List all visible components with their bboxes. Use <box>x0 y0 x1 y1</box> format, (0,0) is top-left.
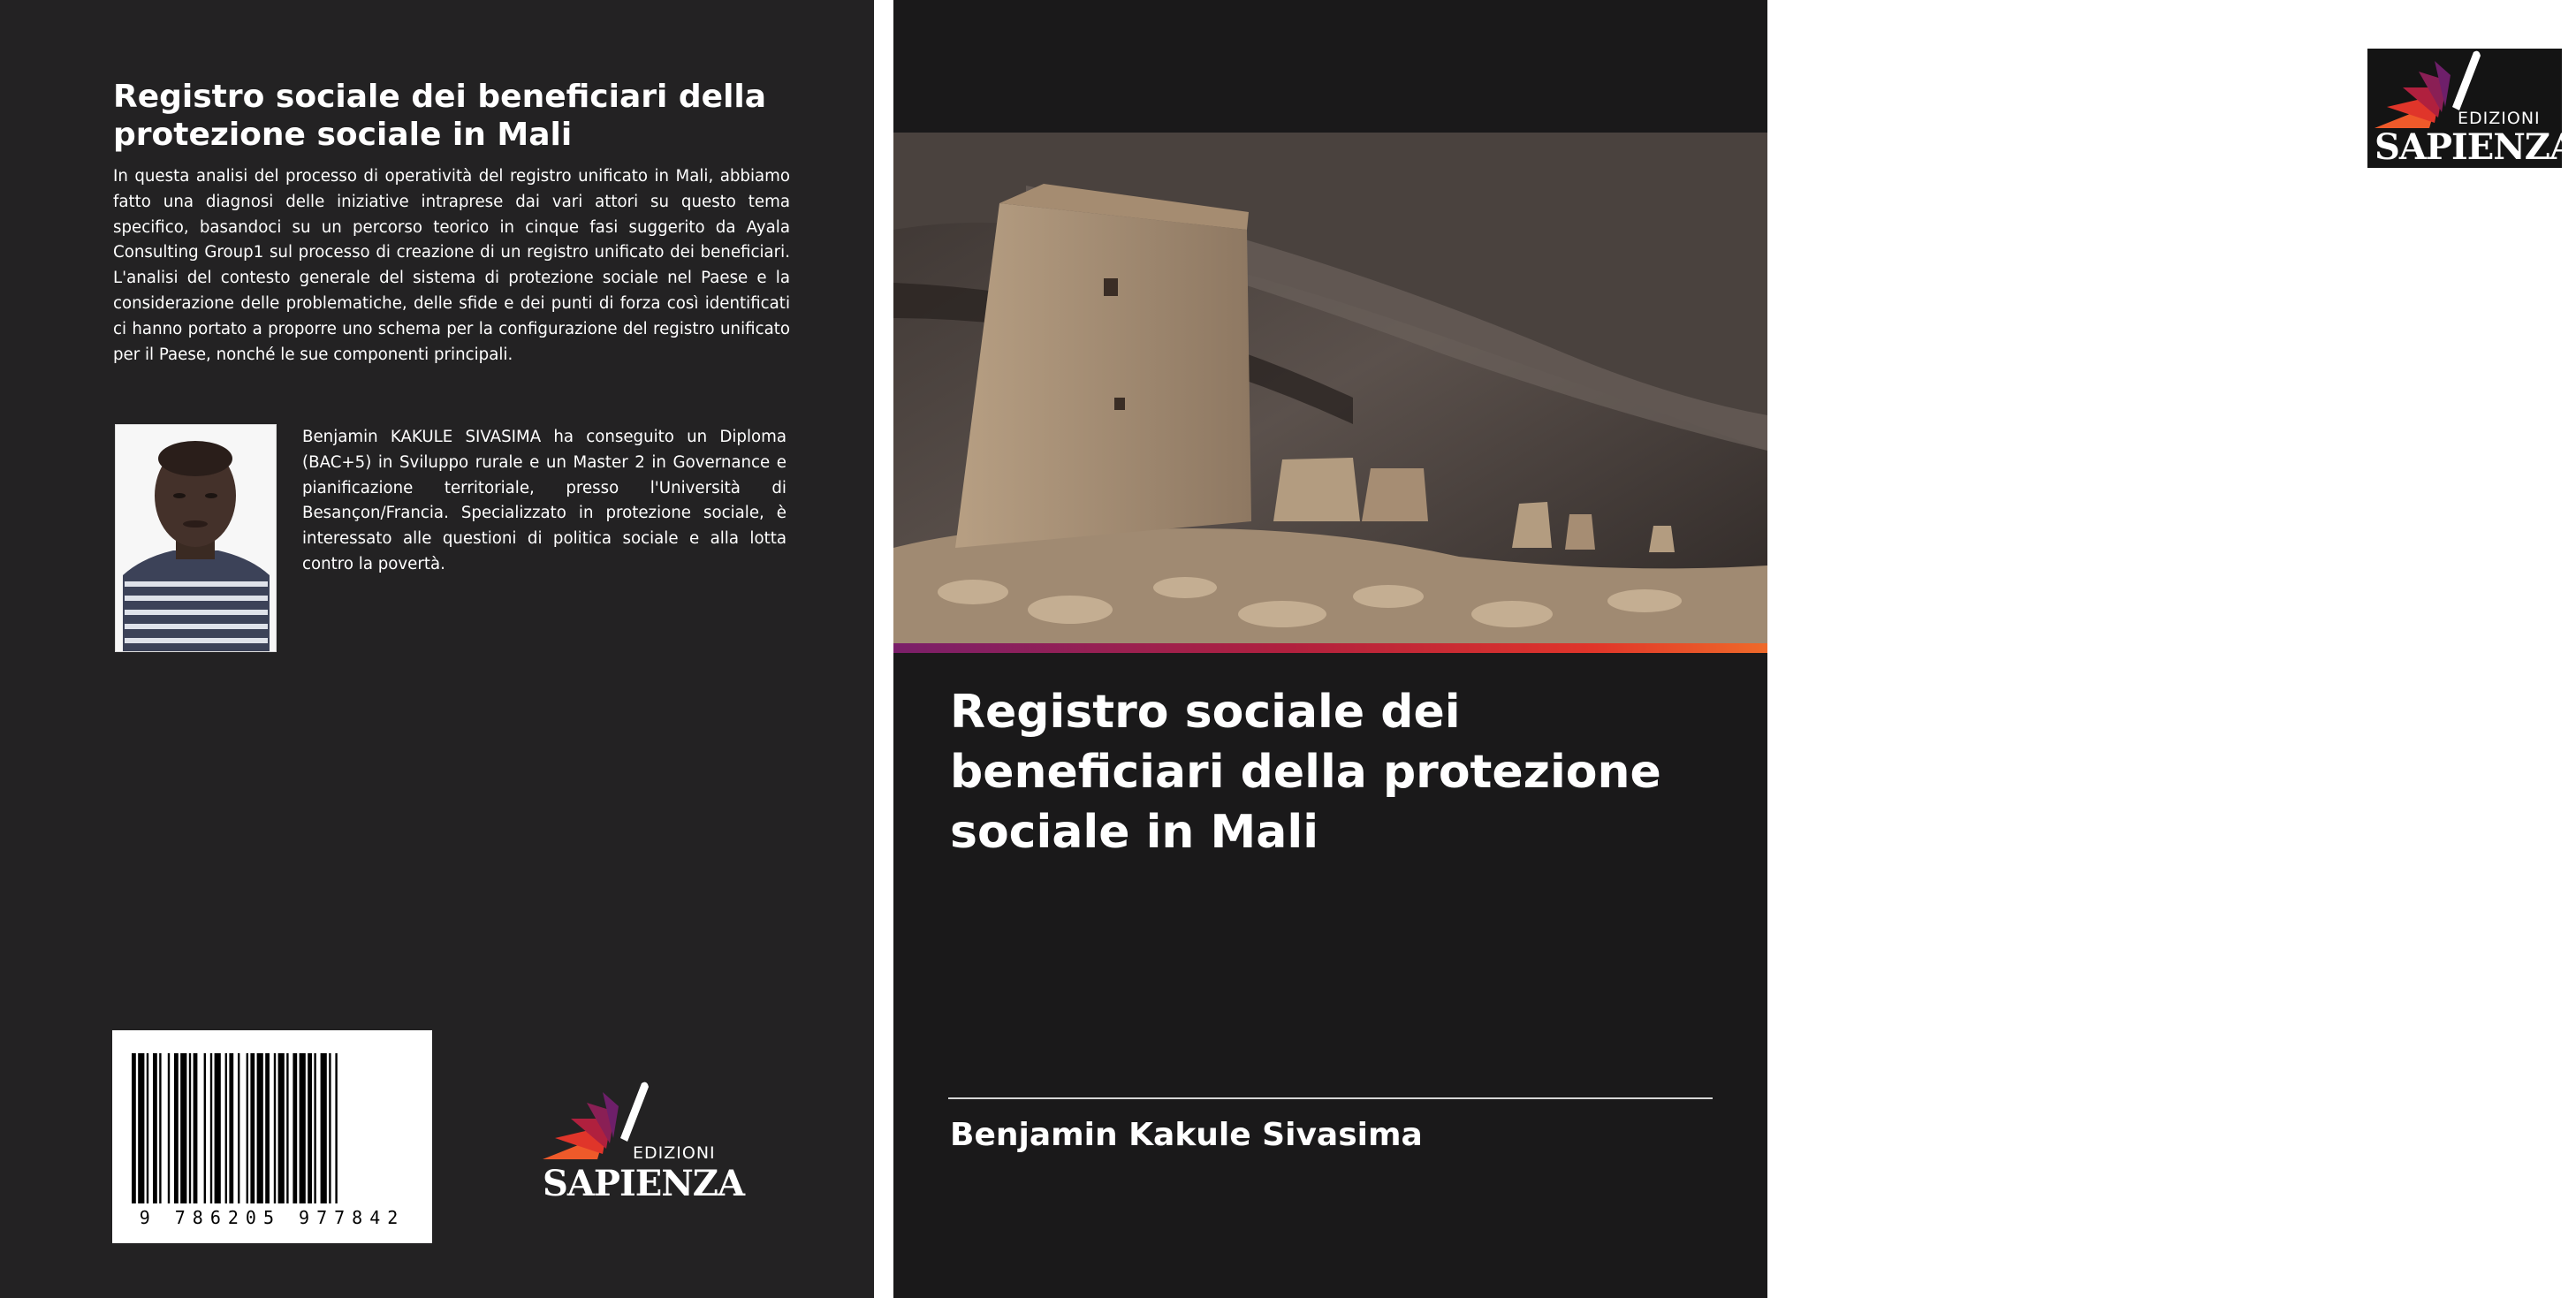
front-cover <box>893 0 2576 1298</box>
spine <box>874 0 893 1298</box>
author-photo <box>115 424 277 652</box>
publisher-name: SAPIENZA <box>543 1163 744 1204</box>
back-cover <box>0 0 874 1298</box>
publisher-logo-back <box>534 1080 744 1204</box>
cover-photo <box>893 133 1767 643</box>
back-cover-summary: In questa analisi del processo di operatività del registro unificato in Mali, abbiamo fatto una diagnosi delle iniziative intraprese dai vari attori su questo tema specifico, basandoci su un percorso teorico in cinque fasi suggerito da Ayala Consulting Group1 sul processo di creazione di un registro unificato dei beneficiari. L'analisi del contesto generale del sistema di protezione sociale nel Paese e la considerazione delle problematiche, delle sfide e dei punti di forza così identificati ci hanno portato a proporre uno schema per la configurazione del registro unificato per il Paese, nonché le sue componenti principali. <box>113 167 790 364</box>
publisher-logo-front <box>2367 49 2576 168</box>
front-cover-title: Registro sociale dei beneficiari della protezione sociale in Mali <box>950 686 1661 859</box>
back-cover-title: Registro sociale dei beneficiari della protezione sociale in Mali <box>113 79 767 153</box>
title-divider <box>948 1097 1713 1099</box>
publisher-edizioni: EDIZIONI <box>2458 109 2541 128</box>
publisher-edizioni: EDIZIONI <box>633 1143 716 1163</box>
accent-band <box>893 643 1767 653</box>
publisher-name: SAPIENZA <box>2375 126 2576 168</box>
isbn-digits: 9 786205 977842 <box>139 1207 406 1228</box>
author-bio: Benjamin KAKULE SIVASIMA ha conseguito un Diploma (BAC+5) in Sviluppo rurale e un Master 2 in Governance e pianificazione territoriale, presso l'Università di Besançon/Francia. Specializzato in protezione sociale, è interessato alle questioni di politica sociale e alla lotta contro la povertà. <box>302 428 786 573</box>
front-cover-author: Benjamin Kakule Sivasima <box>950 1117 1423 1153</box>
isbn-barcode <box>112 1030 432 1243</box>
